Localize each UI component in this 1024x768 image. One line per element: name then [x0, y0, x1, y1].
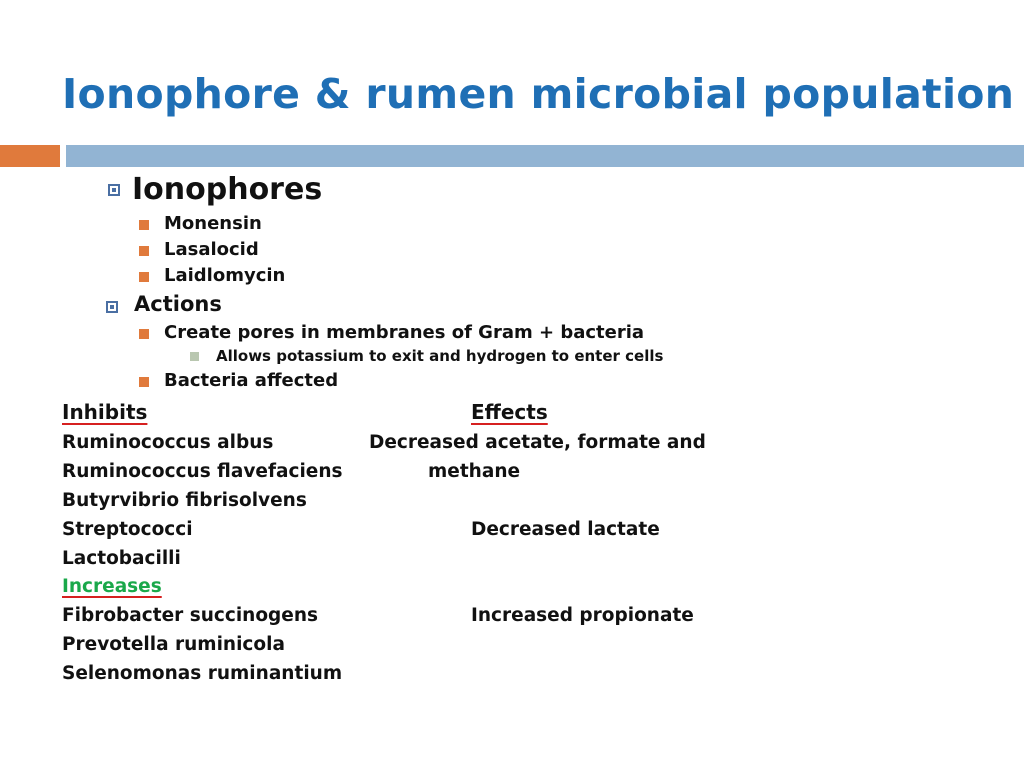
increased-bacterium: Fibrobacter succinogens	[62, 605, 319, 626]
square-bullet-icon	[139, 220, 149, 230]
hollow-square-bullet-icon	[106, 301, 118, 313]
actions-heading: Actions	[134, 292, 222, 316]
increased-bacterium: Selenomonas ruminantium	[62, 663, 343, 684]
action-pores-detail: Allows potassium to exit and hydrogen to enter cells	[216, 347, 664, 365]
accent-bar-blue	[66, 145, 1024, 167]
inhibited-bacterium: Butyrvibrio fibrisolvens	[62, 490, 307, 511]
square-bullet-icon	[139, 377, 149, 387]
action-pores: Create pores in membranes of Gram + bacteria	[164, 322, 645, 343]
square-bullet-icon	[139, 246, 149, 256]
effect-acetate: Decreased acetate, formate and	[369, 432, 706, 453]
accent-bar-orange	[0, 145, 60, 167]
increases-header: Increases	[62, 576, 162, 597]
inhibits-header: Inhibits	[62, 400, 148, 424]
inhibited-bacterium: Ruminococcus albus	[62, 432, 274, 453]
effect-acetate-cont: methane	[428, 461, 521, 482]
square-bullet-icon	[139, 329, 149, 339]
inhibited-bacterium: Ruminococcus flavefaciens	[62, 461, 343, 482]
ionophore-item: Monensin	[164, 213, 262, 234]
slide-title: Ionophore & rumen microbial population	[62, 70, 1015, 118]
square-bullet-icon	[139, 272, 149, 282]
effect-propionate: Increased propionate	[471, 605, 694, 626]
action-bacteria-affected: Bacteria affected	[164, 370, 339, 391]
hollow-square-bullet-icon	[108, 184, 120, 196]
ionophore-item: Laidlomycin	[164, 265, 286, 286]
effects-header: Effects	[471, 400, 548, 424]
square-bullet-icon	[190, 352, 199, 361]
effect-lactate: Decreased lactate	[471, 519, 660, 540]
inhibited-bacterium: Lactobacilli	[62, 548, 181, 569]
ionophores-heading: Ionophores	[132, 172, 323, 207]
increased-bacterium: Prevotella ruminicola	[62, 634, 285, 655]
inhibited-bacterium: Streptococci	[62, 519, 193, 540]
ionophore-item: Lasalocid	[164, 239, 259, 260]
